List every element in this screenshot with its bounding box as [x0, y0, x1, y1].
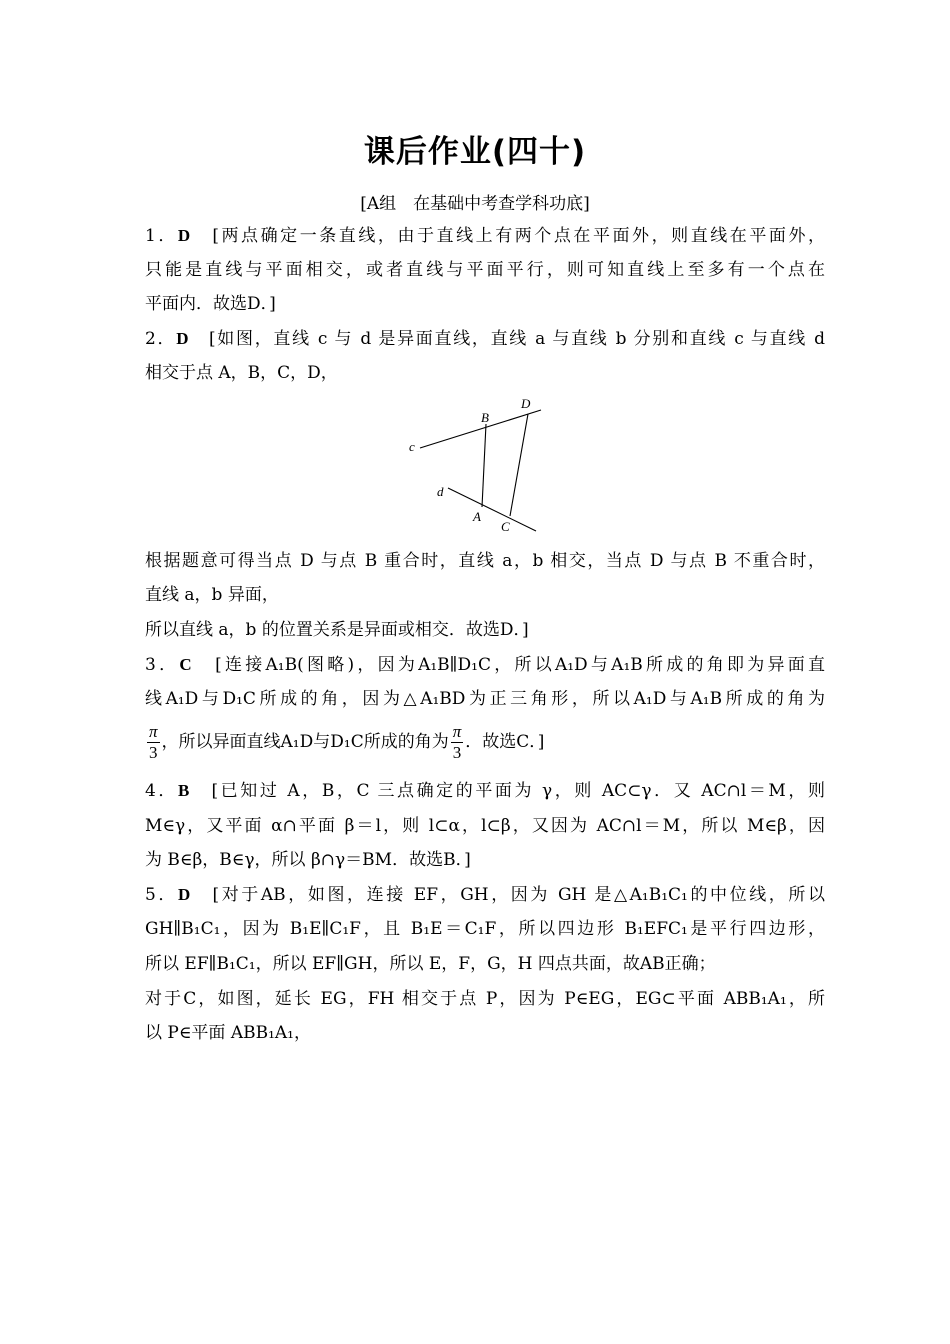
q4-text-1: [已知过 A，B，C 三点确定的平面为 γ，则 AC⊂γ．又 AC∩l＝M，则 [211, 781, 825, 801]
label-d: d [437, 484, 444, 499]
q5-line-2: GH∥B₁C₁，因为 B₁E∥C₁F，且 B₁E＝C₁F，所以四边形 B₁EFC₁是平行四边形， [145, 919, 825, 939]
q5-answer: D [178, 885, 191, 904]
q1-number: 1． [145, 226, 178, 246]
label-c: c [409, 439, 415, 454]
q2-line-3: 根据题意可得当点 D 与点 B 重合时，直线 a，b 相交，当点 D 与点 B 不重合时， [145, 551, 825, 571]
q5-number: 5． [145, 885, 179, 905]
q1-answer: D [177, 226, 191, 245]
q2-line-4: 直线 a，b 异面， [145, 585, 279, 605]
q3-text-1: [连接A₁B(图略)，因为A₁B∥D₁C，所以A₁D与A₁B所成的角即为异面直 [215, 655, 825, 675]
q3-line-3 [145, 720, 825, 764]
fraction-pi-over-3-second: $\frac{\pi}{3}$ [452, 722, 462, 762]
q5-text-1: [对于AB，如图，连接 EF，GH，因为 GH 是△A₁B₁C₁的中位线，所以 [212, 885, 825, 905]
q3-text-3b: ．故选C．] [465, 732, 545, 752]
skew-lines-figure [404, 396, 544, 538]
q4-line-1 [145, 780, 825, 802]
q4-answer: B [177, 781, 190, 800]
line-d [448, 488, 536, 531]
q3-text-3a: ，所以异面直线A₁D与D₁C所成的角为 [161, 732, 449, 752]
fraction-pi-over-3: $\frac{\pi}{3}$ [149, 722, 158, 762]
label-C: C [501, 519, 510, 534]
q5-line-1 [145, 884, 825, 906]
q3-line-2: 线A₁D与D₁C所成的角，因为△A₁BD为正三角形，所以A₁D与A₁B所成的角为 [145, 689, 825, 709]
q5-line-4: 对于C，如图，延长 EG，FH 相交于点 P，因为 P∈EG，EG⊂平面 ABB₁A₁，所 [145, 989, 825, 1009]
q1-line-1 [145, 225, 825, 247]
q5-line-3: 所以 EF∥B₁C₁，所以 EF∥GH，所以 E，F，G，H 四点共面，故AB正确； [145, 954, 716, 974]
q3-number: 3． [145, 655, 180, 675]
q2-number: 2． [145, 329, 177, 349]
q1-line-3: 平面内．故选D．] [145, 294, 276, 314]
q4-number: 4． [145, 781, 178, 801]
q3-answer: C [179, 655, 192, 674]
q5-line-5: 以 P∈平面 ABB₁A₁， [145, 1023, 311, 1043]
q4-line-2: M∈γ，又平面 α∩平面 β＝l，则 l⊂α，l⊂β，又因为 AC∩l＝M，所以 M∈β，因 [145, 816, 825, 836]
q2-answer: D [176, 329, 189, 348]
q2-text-1: [如图，直线 c 与 d 是异面直线，直线 a 与直线 b 分别和直线 c 与直线 d [208, 329, 825, 349]
label-B: B [481, 410, 489, 425]
q4-line-3: 为 B∈β，B∈γ，所以 β∩γ＝BM．故选B．] [145, 850, 471, 870]
line-a [482, 424, 486, 507]
section-subtitle: [A组 在基础中考查学科功底] [360, 194, 590, 214]
page-title: 课后作业(四十) [363, 134, 587, 170]
q2-line-2: 相交于点 A，B，C，D， [145, 363, 338, 383]
q3-line-1 [145, 654, 825, 676]
label-D: D [521, 396, 531, 411]
q2-line-1 [145, 328, 825, 350]
line-b [510, 414, 528, 516]
q1-text-1: [两点确定一条直线，由于直线上有两个点在平面外，则直线在平面外， [212, 226, 825, 246]
q2-line-5: 所以直线 a，b 的位置关系是异面或相交．故选D．] [145, 620, 529, 640]
q1-line-2: 只能是直线与平面相交，或者直线与平面平行，则可知直线上至多有一个点在 [145, 260, 825, 280]
label-A: A [473, 509, 481, 524]
